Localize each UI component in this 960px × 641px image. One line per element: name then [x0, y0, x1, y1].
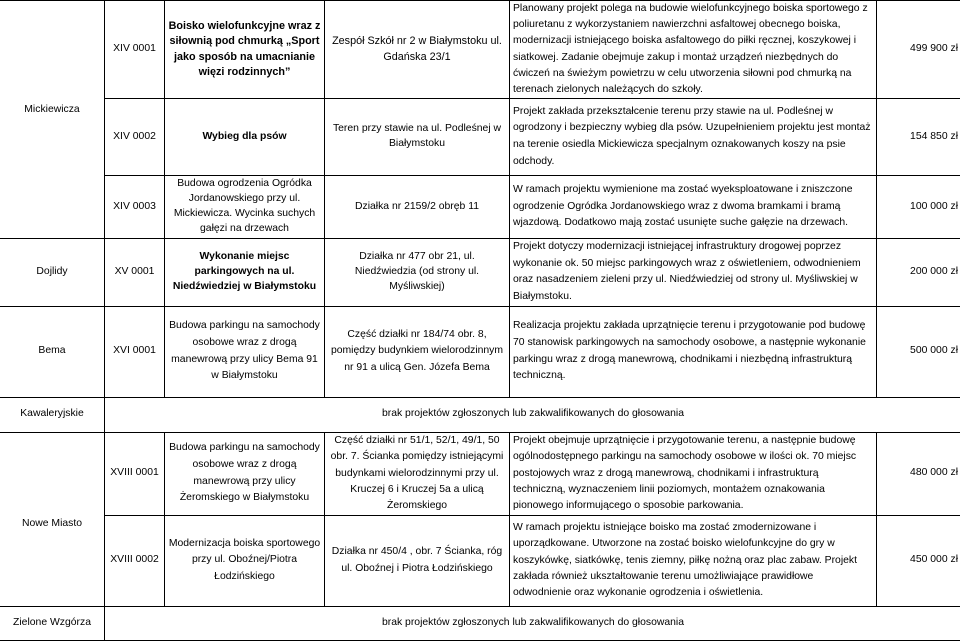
project-description: Planowany projekt polega na budowie wielofunkcyjnego boiska sportowego z poliuretanu z wykorzystaniem nawierzchni asfaltowej obecnego boiska, modernizacji istniejącego boiska asfaltowego do piłki ręcznej, koszykowej i siatkowej. Zadanie obejmuje zakup i montaż urządzeń niezbędnych do ćwiczeń na świeżym powietrzu w celu utworzenia siłowni pod chmurką na terenach zielonych należących do szkoły. — [510, 1, 877, 99]
project-name: Wykonanie miejsc parkingowych na ul. Niedźwiedziej w Białymstoku — [165, 239, 325, 307]
table-row — [0, 176, 960, 239]
district-name: Kawaleryjskie — [0, 397, 105, 432]
project-amount: 480 000 zł — [877, 432, 960, 515]
project-amount: 200 000 zł — [877, 239, 960, 307]
district-name: Mickiewicza — [24, 104, 79, 115]
district-name: Dojlidy — [0, 239, 105, 307]
project-number: XVIII 0001 — [105, 432, 165, 515]
table-row — [0, 99, 960, 176]
project-amount: 100 000 zł — [877, 176, 960, 239]
project-amount: 450 000 zł — [877, 515, 960, 606]
no-projects-note: brak projektów zgłoszonych lub zakwalifikowanych do głosowania — [105, 606, 960, 640]
project-location: Zespół Szkół nr 2 w Białymstoku ul. Gdańska 23/1 — [325, 1, 510, 99]
project-location: Działka nr 2159/2 obręb 11 — [325, 176, 510, 239]
project-description: W ramach projektu wymienione ma zostać wyeksploatowane i zniszczone ogrodzenie Ogródka Jordanowskiego wraz z dwoma bramkami i bramą wjazdową. Dodatkowo mają zostać usunięte suche gałęzie na drzewach. — [510, 176, 877, 239]
project-number: XIV 0002 — [105, 99, 165, 176]
project-description: Projekt obejmuje uprzątnięcie i przygotowanie terenu, a następnie budowę ogólnodostępnego parkingu na samochody osobowe w ilości ok. 70 miejsc postojowych wraz z drogą manewrową, chodnikami i infrastrukturą techniczną, wyznaczeniem linii poziomych, montażem oznakowania pionowego informującego o sposobie parkowania. — [510, 432, 877, 515]
district-name: Zielone Wzgórza — [0, 606, 105, 640]
project-name: Wybieg dla psów — [165, 99, 325, 176]
project-name: Boisko wielofunkcyjne wraz z siłownią pod chmurką „Sport jako sposób na umacnianie więzi rodzinnych” — [165, 1, 325, 99]
project-location: Część działki nr 184/74 obr. 8, pomiędzy budynkiem wielorodzinnym nr 91 a ulicą Gen. Józefa Bema — [325, 306, 510, 397]
project-name: Budowa ogrodzenia Ogródka Jordanowskiego przy ul. Mickiewicza. Wycinka suchych gałęzi na drzewach — [165, 176, 325, 239]
district-cell — [0, 99, 105, 176]
project-location: Działka nr 450/4 , obr. 7 Ścianka, róg ul. Oboźnej i Piotra Łodzińskiego — [325, 515, 510, 606]
project-amount: 500 000 zł — [877, 306, 960, 397]
project-amount: 499 900 zł — [877, 1, 960, 99]
table-row — [0, 432, 960, 515]
project-number: XIV 0003 — [105, 176, 165, 239]
table-row — [0, 306, 960, 397]
project-number: XVIII 0002 — [105, 515, 165, 606]
district-cell — [0, 432, 105, 515]
district-name: Nowe Miasto — [22, 518, 82, 529]
table-row — [0, 1, 960, 99]
project-amount: 154 850 zł — [877, 99, 960, 176]
project-name: Budowa parkingu na samochody osobowe wraz z drogą manewrową przy ulicy Bema 91 w Białymstoku — [165, 306, 325, 397]
project-number: XIV 0001 — [105, 1, 165, 99]
project-location: Teren przy stawie na ul. Podleśnej w Białymstoku — [325, 99, 510, 176]
district-cell — [0, 1, 105, 99]
project-description: Realizacja projektu zakłada uprzątnięcie terenu i przygotowanie pod budowę 70 stanowisk parkingowych na samochody osobowe, a następnie wykonanie parkingu wraz z drogą manewrową, chodnikami i niezbędną infrastrukturą techniczną. — [510, 306, 877, 397]
project-number: XV 0001 — [105, 239, 165, 307]
project-location: Część działki nr 51/1, 52/1, 49/1, 50 obr. 7. Ścianka pomiędzy istniejącymi budynkami wielorodzinnymi przy ul. Kruczej 6 i Kruczej 5a a ulicą Żeromskiego — [325, 432, 510, 515]
district-name: Bema — [0, 306, 105, 397]
project-description: Projekt dotyczy modernizacji istniejącej infrastruktury drogowej poprzez wykonanie ok. 50 miejsc parkingowych wraz z oświetleniem, odwodnieniem oraz nasadzeniem zieleni przy ul. Niedźwiedziej od strony ul. Myśliwskiej w Białymstoku. — [510, 239, 877, 307]
district-cell — [0, 515, 105, 606]
project-description: W ramach projektu istniejące boisko ma zostać zmodernizowane i uporządkowane. Utworzone na zostać boisko wielofunkcyjne do gry w koszykówkę, siatkówkę, tenis ziemny, piłkę nożną oraz plac zabaw. Projekt zakłada również ukształtowanie terenu umożliwiające prawidłowe odwodnienie oraz wykonanie ogrodzenia i oświetlenia. — [510, 515, 877, 606]
table-row — [0, 397, 960, 432]
project-description: Projekt zakłada przekształcenie terenu przy stawie na ul. Podleśnej w ogrodzony i bezpieczny wybieg dla psów. Uzupełnieniem projektu jest montaż na terenie osiedla Mickiewicza specjalnym oznakowanych koszy na psie odchody. — [510, 99, 877, 176]
project-name: Modernizacja boiska sportowego przy ul. Oboźnej/Piotra Łodzińskiego — [165, 515, 325, 606]
table-row — [0, 515, 960, 606]
project-number: XVI 0001 — [105, 306, 165, 397]
no-projects-note: brak projektów zgłoszonych lub zakwalifikowanych do głosowania — [105, 397, 960, 432]
project-location: Działka nr 477 obr 21, ul. Niedźwiedzia (od strony ul. Myśliwskiej) — [325, 239, 510, 307]
district-cell — [0, 176, 105, 239]
table-row — [0, 239, 960, 307]
project-name: Budowa parkingu na samochody osobowe wraz z drogą manewrową przy ulicy Żeromskiego w Białymstoku — [165, 432, 325, 515]
table-row — [0, 606, 960, 640]
